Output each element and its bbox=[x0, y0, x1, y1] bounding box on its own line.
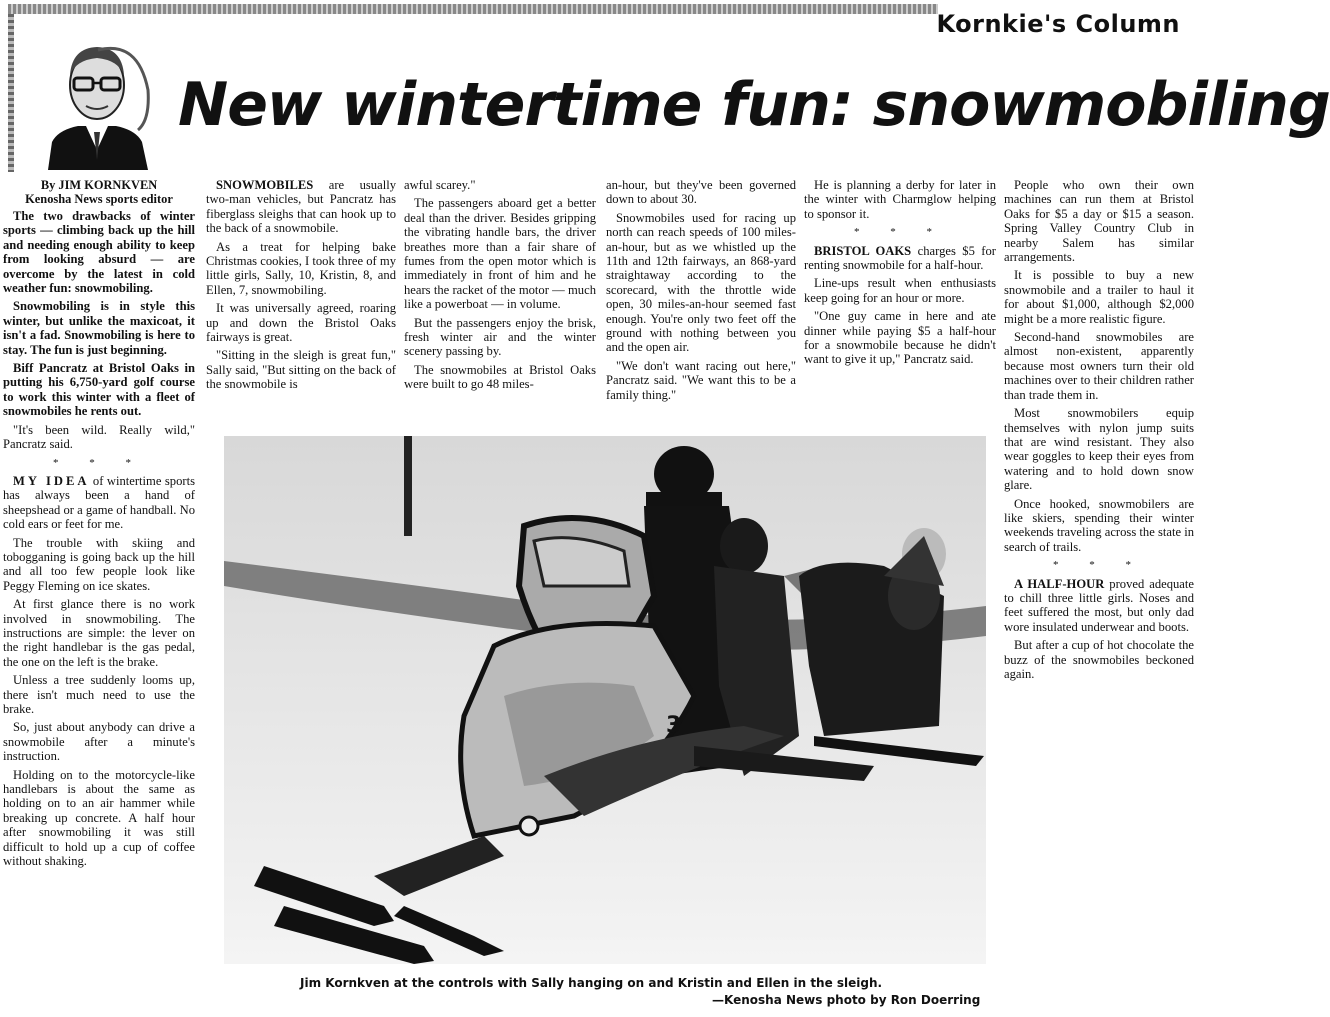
headline: New wintertime fun: snowmobiling bbox=[178, 70, 1330, 140]
paragraph: BRISTOL OAKS charges $5 for renting snowmobile for a half-hour. bbox=[804, 243, 996, 273]
lead-in: SNOWMOBILES bbox=[216, 178, 314, 192]
paragraph: At first glance there is no work involved in snowmobiling. The instructions are simple: the lever on the right handlebar is the gas pedal, the one on the left is the brake. bbox=[3, 597, 195, 669]
section-separator: * * * bbox=[854, 226, 946, 239]
paragraph: But the passengers enjoy the brisk, fresh winter air and the winter scenery passing by. bbox=[404, 315, 596, 359]
snowmobile-number: 3 bbox=[666, 713, 682, 738]
paragraph: People who own their own machines can run them at Bristol Oaks for $5 a day or $15 a season. Spring Valley Country Club in nearby Salem has similar arrangements. bbox=[1004, 178, 1194, 265]
paragraph: Once hooked, snowmobilers are like skiers, spending their winter weekends traveling across the state in search of trails. bbox=[1004, 496, 1194, 554]
paragraph: But after a cup of hot chocolate the buzz of the snowmobiles beckoned again. bbox=[1004, 638, 1194, 681]
paragraph: Unless a tree suddenly looms up, there isn't much need to use the brake. bbox=[3, 673, 195, 716]
paragraph: The two drawbacks of winter sports — climbing back up the hill and needing enough ability to keep from looking absurd — are overcome by the latest in cold weather fun: snowmobiling. bbox=[3, 209, 195, 296]
paragraph: "Sitting in the sleigh is great fun," Sally said, "But sitting on the back of the snowmobile is bbox=[206, 348, 396, 392]
paragraph: "It's been wild. Really wild," Pancratz said. bbox=[3, 422, 195, 452]
lead-in: A HALF-HOUR bbox=[1014, 576, 1105, 591]
paragraph: The trouble with skiing and tobogganing is going back up the hill and all too few people look like Peggy Fleming on ice skates. bbox=[3, 535, 195, 593]
paragraph: "We don't want racing out here," Pancratz said. "We want this to be a family thing." bbox=[606, 358, 796, 402]
column-2 bbox=[206, 178, 396, 396]
paragraph: Biff Pancratz at Bristol Oaks in putting his 6,750-yard golf course to work this winter with a fleet of snowmobiles he rents out. bbox=[3, 361, 195, 419]
byline-author: By JIM KORNKVEN bbox=[40, 178, 158, 192]
column-4 bbox=[606, 178, 796, 406]
paragraph: Most snowmobilers equip themselves with nylon jump suits that are wind resistant. They also wear goggles to keep their eyes from watering and to hold down snow glare. bbox=[1004, 406, 1194, 493]
paragraph: As a treat for helping bake Christmas cookies, I took three of my little girls, Sally, 10, Kristin, 8, and Ellen, 7, snowmobiling. bbox=[206, 239, 396, 297]
column-1 bbox=[3, 178, 195, 872]
paragraph: "One guy came in here and ate dinner while paying $5 a half-hour for a snowmobile because he didn't want to give it up," Pancratz said. bbox=[804, 309, 996, 367]
author-portrait bbox=[38, 30, 156, 170]
byline bbox=[3, 178, 195, 206]
photo-credit: —Kenosha News photo by Ron Doerring bbox=[712, 993, 981, 1007]
column-3 bbox=[404, 178, 596, 396]
lead-in: MY IDEA bbox=[13, 473, 90, 488]
paragraph: an-hour, but they've been governed down to about 30. bbox=[606, 178, 796, 207]
column-6 bbox=[1004, 178, 1194, 685]
snowmobile-photo bbox=[224, 436, 986, 964]
paragraph: It is possible to buy a new snowmobile and a trailer to haul it for about $1,000, although $2,000 might be a more realistic figure. bbox=[1004, 268, 1194, 326]
paragraph: The snowmobiles at Bristol Oaks were built to go 48 miles- bbox=[404, 362, 596, 392]
section-separator: * * * bbox=[53, 456, 145, 469]
column-5 bbox=[804, 178, 996, 371]
paragraph: So, just about anybody can drive a snowmobile after a minute's instruction. bbox=[3, 720, 195, 764]
paragraph: Snowmobiles used for racing up north can reach speeds of 100 miles-an-hour, but as we whistled up the 11th and 12th fairways, an 868-yard straightaway according to the scorecard, with the throttle wide open, 30 miles-an-hour seemed fast enough. You're only two feet off the ground with nothing between you and the open air. bbox=[606, 210, 796, 355]
paragraph: Line-ups result when enthusiasts keep going for an hour or more. bbox=[804, 276, 996, 305]
paragraph: It was universally agreed, roaring up and down the Bristol Oaks fairways is great. bbox=[206, 301, 396, 345]
lead-in: BRISTOL OAKS bbox=[814, 243, 912, 258]
paragraph: A HALF-HOUR proved adequate to chill three little girls. Noses and feet suffered the most, but only dad wore insulated underwear and boots. bbox=[1004, 576, 1194, 634]
paragraph: The passengers aboard get a better deal than the driver. Besides gripping the vibrating handle bars, the driver breathes more than a fair share of fumes from the open motor which is immediately in front of him and he hears the racket of the motor — much like a powerboat — in volume. bbox=[404, 196, 596, 312]
paragraph: MY IDEA of wintertime sports has always been a hand of sheepshead or a game of handball. No cold ears or feet for me. bbox=[3, 473, 195, 532]
paragraph: awful scarey." bbox=[404, 178, 476, 192]
paragraph: SNOWMOBILES are usually two-man vehicles, but Pancratz has fiberglass sleighs that can hook up to the back of a snowmobile. bbox=[206, 178, 396, 236]
column-name: Kornkie's Column bbox=[936, 10, 1180, 38]
paragraph: Holding on to the motorcycle-like handlebars is about the same as holding on to an air hammer while breaking up concrete. A half hour after snowmobiling it was still difficult to hold up a cup of coffee without shaking. bbox=[3, 767, 195, 869]
photo-caption: Jim Kornkven at the controls with Sally hanging on and Kristin and Ellen in the sleigh. bbox=[300, 976, 883, 990]
byline-title: Kenosha News sports editor bbox=[25, 192, 173, 206]
paragraph: Second-hand snowmobiles are almost non-existent, apparently because most owners turn their old machines over to their children rather than trade them in. bbox=[1004, 330, 1194, 402]
side-rule bbox=[8, 14, 14, 172]
masthead-rule bbox=[8, 4, 938, 14]
paragraph: Snowmobiling is in style this winter, but unlike the maxicoat, it isn't a fad. Snowmobiling is here to stay. The fun is just beginning. bbox=[3, 299, 195, 357]
paragraph: He is planning a derby for later in the winter with Charmglow helping to sponsor it. bbox=[804, 178, 996, 221]
section-separator: * * * bbox=[1053, 559, 1145, 572]
